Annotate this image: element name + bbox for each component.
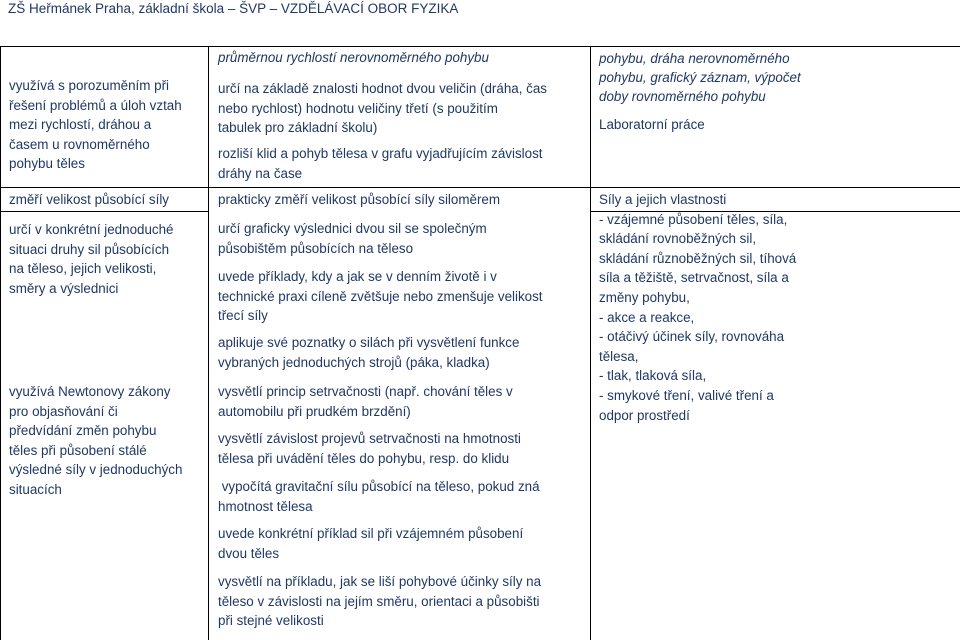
- row-divider-1: [0, 187, 960, 188]
- row3-topic-8: vysvětlí na příkladu, jak se liší pohybové účinky síly na těleso v závislosti na jejím směru, orientaci a působišti při stejné velikosti: [218, 574, 542, 628]
- row-divider-2: [0, 211, 208, 212]
- column-divider-2: [590, 46, 591, 640]
- row1-topic-2: určí na základě znalosti hodnot dvou veličin (dráha, čas nebo rychlost) hodnotu veličiny třetí (s použitím tabulek pro základní školu): [218, 81, 548, 135]
- row2-topic: prakticky změří velikost působící síly siloměrem: [218, 192, 501, 207]
- row1-topic-3: rozliší klid a pohyb tělesa v grafu vyjadřujícím závislost dráhy na čase: [218, 146, 543, 181]
- row3-topic-1: určí graficky výslednici dvou sil se společným působištěm působících na těleso: [218, 221, 487, 256]
- row1-topic-1: průměrnou rychlostí nerovnoměrného pohybu: [218, 50, 489, 65]
- row3-topic-7: uvede konkrétní příklad sil při vzájemném působení dvou těles: [218, 526, 524, 561]
- row2-outcome: změří velikost působící síly: [9, 192, 169, 207]
- row3-outcome-1: určí v konkrétní jednoduché situaci druhy sil působících na těleso, jejich velikosti, směry a výslednici: [9, 222, 174, 296]
- table-border-left: [0, 46, 1, 640]
- row3-topic-4: vysvětlí princip setrvačnosti (např. chování těles v automobilu při prudkém brzdění): [218, 384, 513, 419]
- row3-outcome-2: využívá Newtonovy zákony pro objasňování či předvídání změn pohybu těles při působení stálé výsledné síly v jednoduchých situacích: [9, 384, 183, 497]
- row3-topic-3: aplikuje své poznatky o silách při vysvětlení funkce vybraných jednoduchých strojů (páka, kladka): [218, 335, 520, 370]
- row3-topic-5: vysvětlí závislost projevů setrvačnosti na hmotnosti tělesa při uvádění těles do pohybu, resp. do klidu: [218, 431, 521, 466]
- table-border-top: [0, 46, 960, 47]
- row1-content-1: pohybu, dráha nerovnoměrného pohybu, grafický záznam, výpočet doby rovnoměrného pohybu: [599, 51, 801, 104]
- row3-topic-6: vypočítá gravitační sílu působící na těleso, pokud zná hmotnost tělesa: [218, 479, 540, 514]
- document-header: ZŠ Heřmánek Praha, základní škola – ŠVP – VZDĚLÁVACÍ OBOR FYZIKA: [8, 1, 459, 16]
- row1-content-2: Laboratorní práce: [599, 117, 705, 132]
- row3-topic-2: uvede příklady, kdy a jak se v denním životě i v technické praxi cíleně zvětšuje nebo zmenšuje velikost třecí síly: [218, 269, 543, 323]
- column-divider-1: [208, 46, 209, 640]
- row2-content: Síly a jejich vlastnosti - vzájemné působení těles, síla, skládání rovnoběžných sil, skládání různoběžných sil, tíhová síla a těžiště, setrvačnost, síla a změny pohybu, - akce a reakce, - otáčivý účinek síly, rovnováha tělesa, - tlak, tlaková síla, - smykové tření, valivé tření a odpor prostředí: [599, 192, 797, 423]
- curriculum-table: [0, 46, 960, 640]
- row1-outcome: využívá s porozuměním při řešení problémů a úloh vztah mezi rychlostí, dráhou a časem u rovnoměrného pohybu těles: [9, 78, 182, 171]
